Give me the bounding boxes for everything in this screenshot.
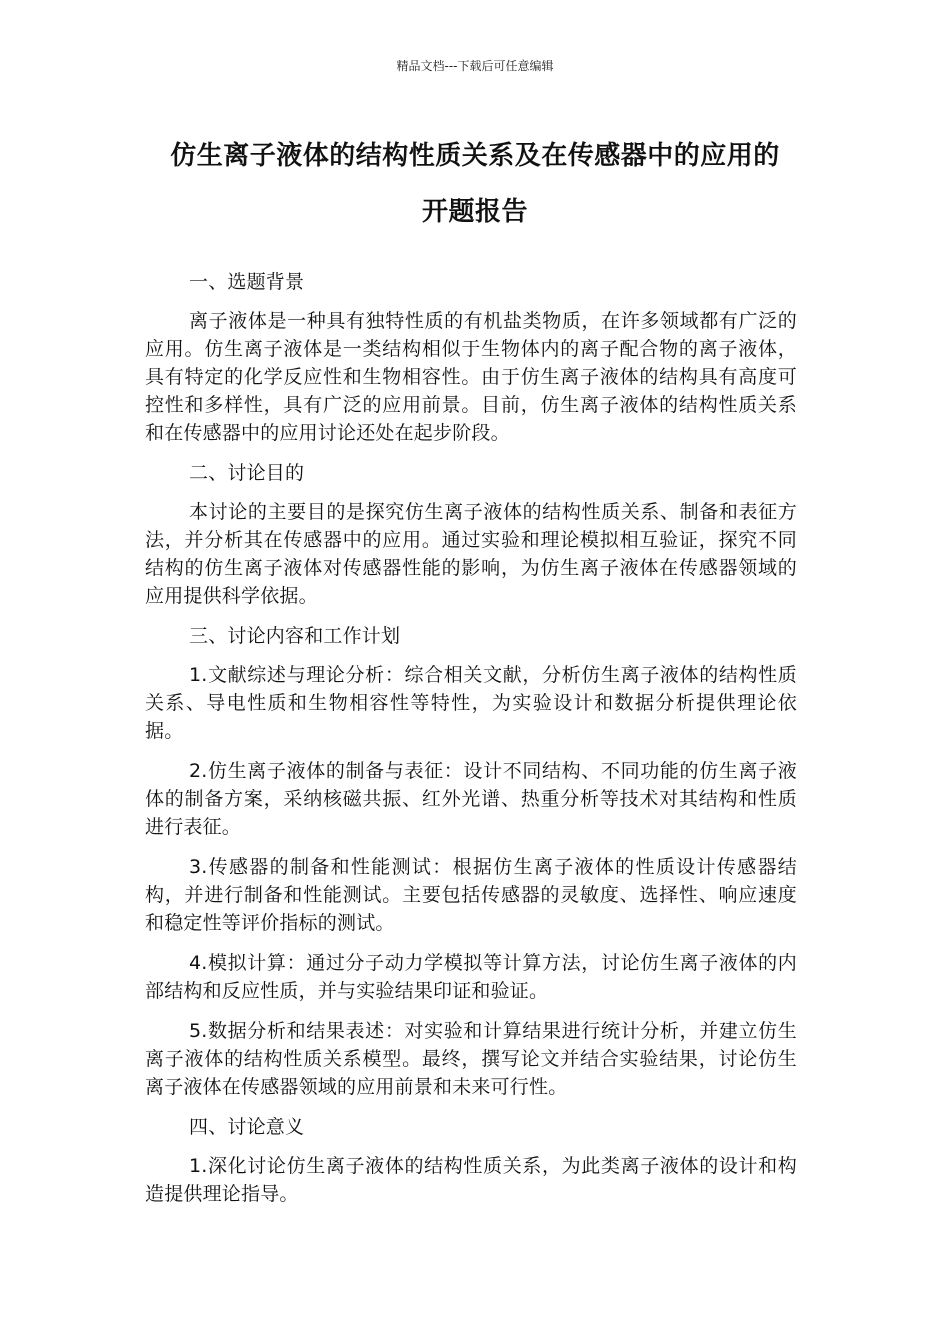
- significance-item-1: 1.深化讨论仿生离子液体的结构性质关系，为此类离子液体的设计和构造提供理论指导。: [145, 1155, 797, 1205]
- plan-item-preparation-characterization: 2.仿生离子液体的制备与表征：设计不同结构、不同功能的仿生离子液体的制备方案，采纳核磁共振、红外光谱、热重分析等技术对其结构和性质进行表征。: [145, 760, 797, 838]
- document-title: [120, 128, 830, 240]
- section-heading-significance: 四、讨论意义: [189, 1116, 305, 1138]
- section-heading-content-plan: 三、讨论内容和工作计划: [189, 625, 401, 647]
- plan-item-simulation: 4.模拟计算：通过分子动力学模拟等计算方法，讨论仿生离子液体的内部结构和反应性质，并与实验结果印证和验证。: [145, 952, 797, 1002]
- plan-item-data-analysis: 5.数据分析和结果表述：对实验和计算结果进行统计分析，并建立仿生离子液体的结构性质关系模型。最终，撰写论文并结合实验结果，讨论仿生离子液体在传感器领域的应用前景和未来可行性。: [145, 1020, 797, 1098]
- document-body: [145, 268, 797, 1220]
- plan-item-sensor-testing: 3.传感器的制备和性能测试：根据仿生离子液体的性质设计传感器结构，并进行制备和性能测试。主要包括传感器的灵敏度、选择性、响应速度和稳定性等评价指标的测试。: [145, 856, 797, 934]
- plan-item-literature-review: 1.文献综述与理论分析：综合相关文献，分析仿生离子液体的结构性质关系、导电性质和生物相容性等特性，为实验设计和数据分析提供理论依据。: [145, 664, 797, 742]
- document-title-line-2: 开题报告: [421, 197, 528, 227]
- page-header: 精品文档---下载后可任意编辑: [396, 59, 554, 73]
- section-heading-background: 一、选题背景: [189, 271, 305, 293]
- section-heading-purpose: 二、讨论目的: [189, 462, 305, 484]
- paragraph-purpose: 本讨论的主要目的是探究仿生离子液体的结构性质关系、制备和表征方法，并分析其在传感器中的应用。通过实验和理论模拟相互验证，探究不同结构的仿生离子液体对传感器性能的影响，为仿生离子液体在传感器领域的应用提供科学依据。: [145, 501, 797, 607]
- paragraph-background: 离子液体是一种具有独特性质的有机盐类物质，在许多领域都有广泛的应用。仿生离子液体是一类结构相似于生物体内的离子配合物的离子液体，具有特定的化学反应性和生物相容性。由于仿生离子液体的结构具有高度可控性和多样性，具有广泛的应用前景。目前，仿生离子液体的结构性质关系和在传感器中的应用讨论还处在起步阶段。: [145, 310, 797, 444]
- document-title-line-1: 仿生离子液体的结构性质关系及在传感器中的应用的: [170, 141, 780, 171]
